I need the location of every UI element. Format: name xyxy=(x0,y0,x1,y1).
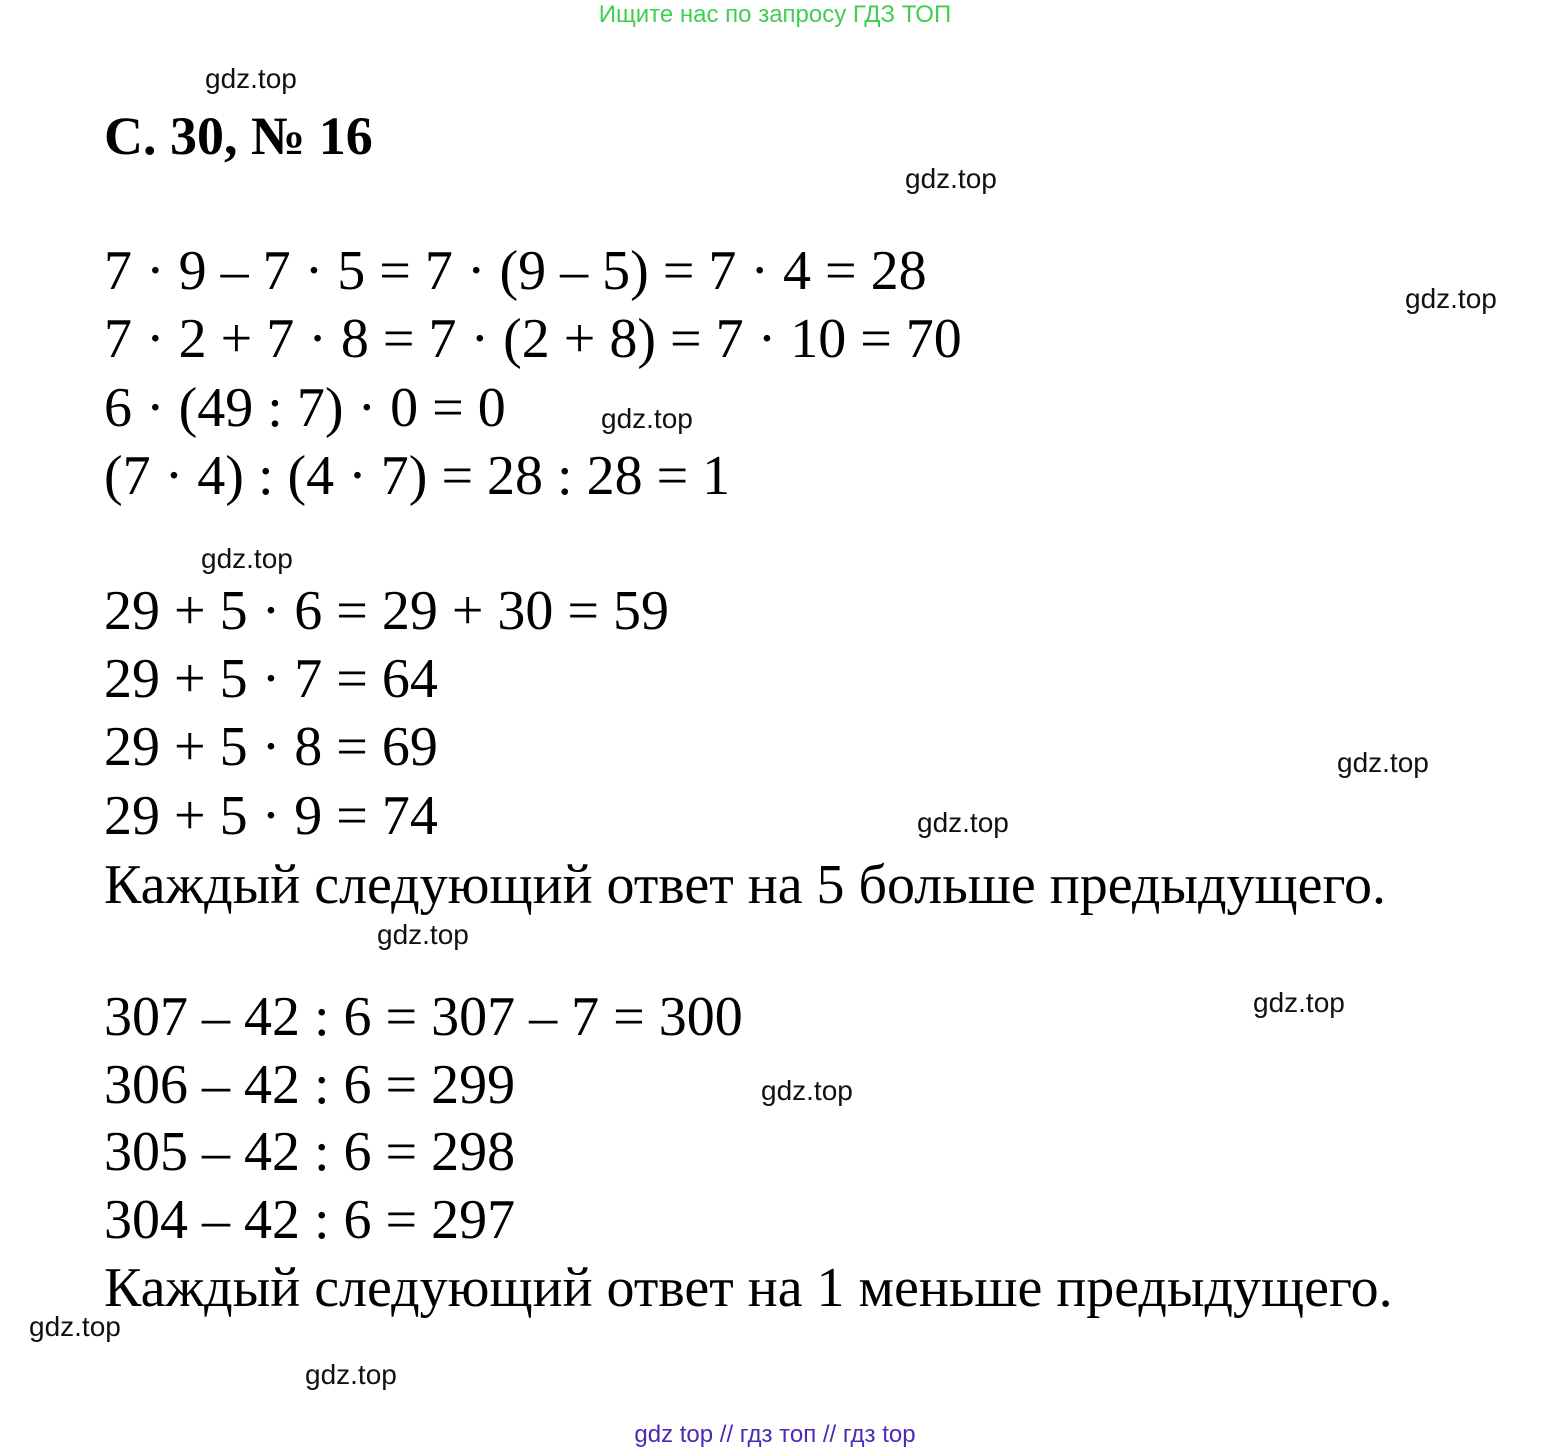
equation-line: 307 – 42 : 6 = 307 – 7 = 300 xyxy=(104,986,743,1048)
watermark: gdz.top xyxy=(201,543,293,574)
equation-line: 29 + 5 · 6 = 29 + 30 = 59 xyxy=(104,580,669,642)
conclusion-text: Каждый следующий ответ на 1 меньше предыдущего. xyxy=(104,1257,1393,1319)
equation-line: 29 + 5 · 9 = 74 xyxy=(104,785,438,847)
watermark: gdz.top xyxy=(1405,283,1497,314)
conclusion-text: Каждый следующий ответ на 5 больше предыдущего. xyxy=(104,854,1387,916)
footer-watermark: gdz top // гдз топ // гдз top xyxy=(634,1421,916,1448)
watermark: gdz.top xyxy=(905,163,997,194)
watermark: gdz.top xyxy=(305,1359,397,1390)
equation-line: 29 + 5 · 7 = 64 xyxy=(104,648,438,710)
equation-line: 305 – 42 : 6 = 298 xyxy=(104,1121,516,1183)
watermark: gdz.top xyxy=(377,919,469,950)
equation-line: 29 + 5 · 8 = 69 xyxy=(104,716,438,778)
watermark: gdz.top xyxy=(917,807,1009,838)
watermark: gdz.top xyxy=(29,1311,121,1342)
watermark: gdz.top xyxy=(1253,987,1345,1018)
equation-line: (7 · 4) : (4 · 7) = 28 : 28 = 1 xyxy=(104,445,731,507)
equation-line: 6 · (49 : 7) · 0 = 0 xyxy=(104,377,506,439)
equation-line: 304 – 42 : 6 = 297 xyxy=(104,1189,516,1251)
equation-line: 7 · 2 + 7 · 8 = 7 · (2 + 8) = 7 · 10 = 70 xyxy=(104,308,962,370)
equation-line: 7 · 9 – 7 · 5 = 7 · (9 – 5) = 7 · 4 = 28 xyxy=(104,240,927,302)
watermark: gdz.top xyxy=(205,63,297,94)
page-title: С. 30, № 16 xyxy=(104,106,373,166)
watermark: gdz.top xyxy=(761,1075,853,1106)
equation-line: 306 – 42 : 6 = 299 xyxy=(104,1054,516,1116)
watermark: gdz.top xyxy=(1337,747,1429,778)
watermark: gdz.top xyxy=(601,403,693,434)
top-banner: Ищите нас по запросу ГДЗ ТОП xyxy=(598,1,952,28)
